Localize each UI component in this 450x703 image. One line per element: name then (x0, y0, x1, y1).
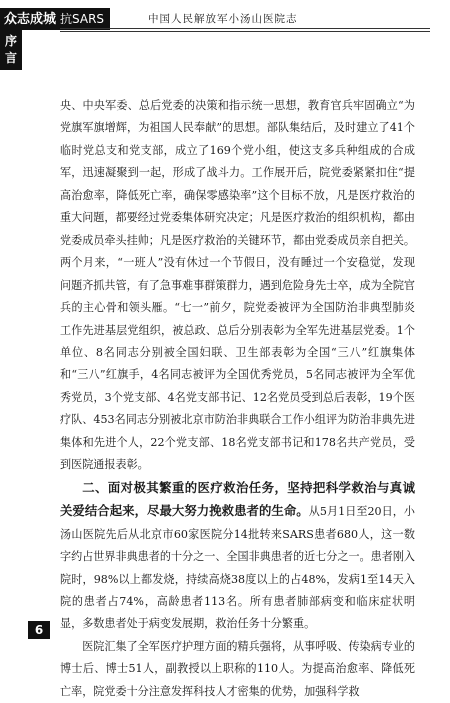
paragraph-2 (60, 477, 415, 636)
paragraph-1: 央、中央军委、总后党委的决策和指示统一思想，教育官兵牢固确立“为党旗军旗增辉，为祖国人民奉献”的思想。部队集结后，及时建立了41个临时党总支和党支部，成立了169个党小组，使这支多兵种组成的合成军，迅速凝聚到一起，形成了战斗力。工作展开后，院党委紧紧扣住“提高治愈率，降低死亡率，确保零感染率”这个目标不放，凡是医疗救治的重大问题，都要经过党委集体研究决定；凡是医疗救治的组织机构，都由党委成员牵头挂帅；凡是医疗救治的关键环节，都由党委成员亲自把关。两个月来，“一班人”没有休过一个节假日，没有睡过一个安稳觉，发现问题齐抓共管，有了急事难事群策群力，遇到危险身先士卒，成为全院官兵的主心骨和领头雁。“七一”前夕，院党委被评为全国防治非典型肺炎工作先进基层党组织，被总政、总后分别表彰为全军先进基层党委。1个单位、8名同志分别被全国妇联、卫生部表彰为全国“三八”红旗集体和“三八”红旗手，4名同志被评为全国优秀党员，5名同志被评为全军优秀党员，3个党支部、4名党支部书记、12名党员受到总后表彰，19个医疗队、453名同志分别被北京市防治非典联合工作小组评为防治非典先进集体和先进个人，22个党支部、18名党支部书记和178名共产党员，受到医院通报表彰。 (60, 99, 416, 472)
paragraph-3: 医院汇集了全军医疗护理方面的精兵强将，从事呼吸、传染病专业的博士后、博士51人，副教授以上职称的110人。为提高治愈率、降低死亡率，院党委十分注意发挥科技人才密集的优势，加强科学救 (60, 639, 416, 698)
page-number: 6 (28, 621, 50, 639)
header-rule (60, 28, 430, 29)
section-tab: 序 言 (0, 30, 22, 70)
header-rule-double (60, 31, 430, 32)
book-title: 中国人民解放军小汤山医院志 (148, 13, 298, 25)
section-heading: 二、面对极其繁重的医疗救治任务，坚持把科学救治与真诚关爱结合起来，尽最大努力挽救患者的生命。 (60, 479, 415, 519)
series-subtitle: 抗SARS (60, 12, 105, 26)
series-title-tab (0, 8, 110, 30)
body-text (60, 95, 415, 703)
series-title: 众志成城 (4, 12, 57, 27)
paragraph-2-text: 从5月1日至20日，小汤山医院先后从北京市60家医院分14批转来SARS患者680人，这一数字约占世界非典患者的十分之一、全国非典患者的近七分之一。患者刚入院时，98%以上都发烧，持续高烧38度以上的占48%，发病1至14天入院的患者占74%，高龄患者113名。所有患者肺部病变和临床症状明显，多数患者处于病变发展期，救治任务十分繁重。 (60, 505, 416, 631)
